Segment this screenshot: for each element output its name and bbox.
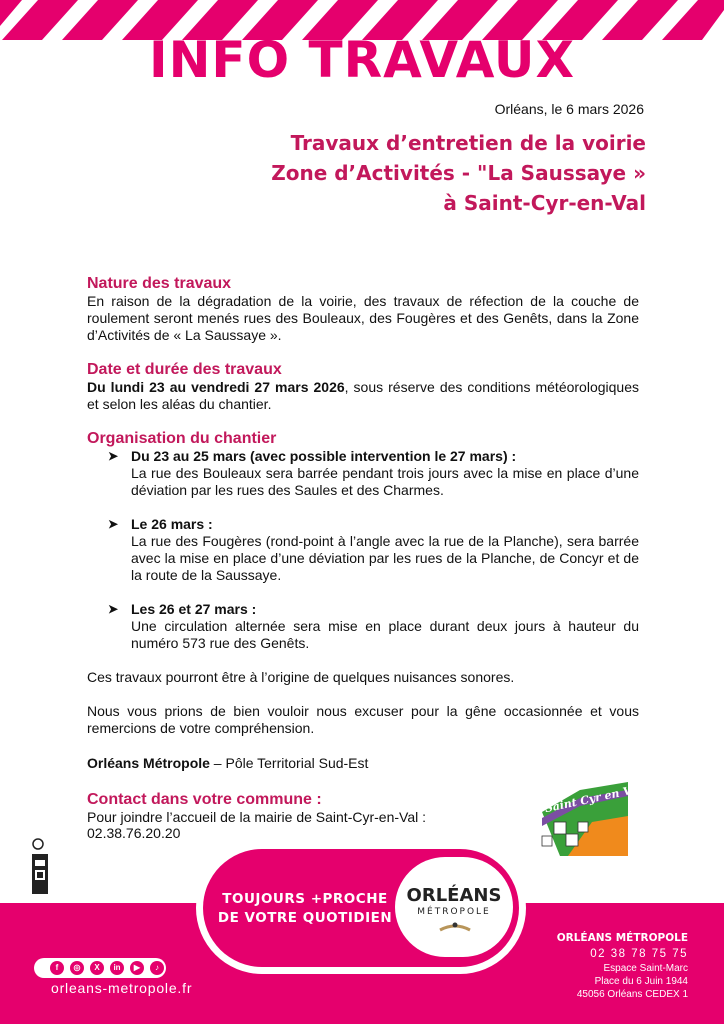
saint-cyr-logo (540, 778, 643, 856)
logo-wave-icon (438, 921, 472, 935)
main-title-line: Zone d’Activités - "La Saussaye » (271, 161, 646, 185)
arrow-icon: ➤ (108, 517, 119, 531)
dates-bold: Du lundi 23 au vendredi 27 mars 2026 (87, 379, 345, 395)
item-title: Du 23 au 25 mars (avec possible intervention le 27 mars) : (131, 448, 517, 464)
logo-name: ORLÉANS (406, 885, 502, 906)
arrow-icon: ➤ (108, 449, 119, 463)
slogan (210, 890, 400, 928)
main-title-line: à Saint-Cyr-en-Val (443, 191, 646, 215)
contact-heading: Contact dans votre commune : (87, 791, 322, 808)
tiktok-icon[interactable]: ♪ (150, 961, 164, 975)
x-icon[interactable]: X (90, 961, 104, 975)
address-phone: 02 38 78 75 75 (590, 948, 688, 960)
date-line: Orléans, le 6 mars 2026 (494, 101, 644, 117)
page-title: INFO TRAVAUX (148, 31, 576, 89)
section-heading-nature: Nature des travaux (87, 275, 232, 292)
address-line: Place du 6 Juin 1944 (594, 976, 688, 987)
signature (87, 755, 368, 771)
signature-org: Orléans Métropole (87, 755, 210, 771)
content (87, 274, 639, 737)
item-title: Les 26 et 27 mars : (131, 601, 257, 617)
youtube-icon[interactable]: ▶ (130, 961, 144, 975)
address-block (557, 931, 688, 1001)
nature-text: En raison de la dégradation de la voirie, des travaux de réfection de la couche de roulement seront menés rues des Bouleaux, des Fougères et des Genêts, dans la Zone d’Activités de « La Saussaye ». (87, 293, 639, 343)
address-line: Espace Saint-Marc (603, 963, 688, 974)
main-title-line: Travaux d’entretien de la voirie (290, 131, 646, 155)
slogan-line: TOUJOURS +PROCHE (222, 891, 388, 907)
section-heading-dates: Date et durée des travaux (87, 361, 282, 378)
item-title: Le 26 mars : (131, 516, 213, 532)
item-text: Une circulation alternée sera mise en place durant deux jours à hauteur du numéro 573 rue des Genêts. (131, 618, 639, 651)
list-item (87, 516, 639, 584)
website-link[interactable]: orleans-metropole.fr (51, 980, 193, 996)
arrow-icon: ➤ (108, 602, 119, 616)
recycling-mark (30, 838, 50, 896)
contact-block (87, 790, 426, 841)
signature-dept: – Pôle Territorial Sud-Est (209, 755, 369, 771)
linkedin-icon[interactable]: in (110, 961, 124, 975)
social-bar (34, 958, 166, 978)
address-line: 45056 Orléans CEDEX 1 (576, 989, 688, 1000)
facebook-icon[interactable]: f (50, 961, 64, 975)
svg-text:Saint Cyr en Val: Saint Cyr en Val (543, 781, 643, 816)
item-text: La rue des Bouleaux sera barrée pendant trois jours avec la mise en place d’une déviation par les rues des Saules et des Charmes. (131, 465, 639, 498)
dates-text (87, 379, 639, 413)
apology-text: Nous vous prions de bien vouloir nous excuser pour la gêne occasionnée et vous remercions de votre compréhension. (87, 703, 639, 736)
contact-line: Pour joindre l’accueil de la mairie de Saint-Cyr-en-Val : (87, 809, 427, 825)
logo-sub: MÉTROPOLE (417, 907, 491, 917)
slogan-line: DE VOTRE QUOTIDIEN (217, 910, 393, 926)
address-name: ORLÉANS MÉTROPOLE (556, 932, 688, 944)
noise-text: Ces travaux pourront être à l’origine de quelques nuisances sonores. (87, 669, 515, 685)
main-title (271, 128, 646, 218)
instagram-icon[interactable]: ◎ (70, 961, 84, 975)
list-item (87, 448, 639, 499)
section-heading-organisation: Organisation du chantier (87, 430, 277, 447)
dates-rest: , sous réserve des conditions météorologiques et selon les aléas du chantier. (87, 379, 639, 412)
list-item (87, 601, 639, 652)
item-text: La rue des Fougères (rond-point à l’angle avec la rue de la Planche), sera barrée avec la mise en place d’une déviation par les rues de la Planche, de Concyr et de la route de la Saussaye. (131, 533, 639, 583)
contact-phone: 02.38.76.20.20 (87, 825, 181, 841)
